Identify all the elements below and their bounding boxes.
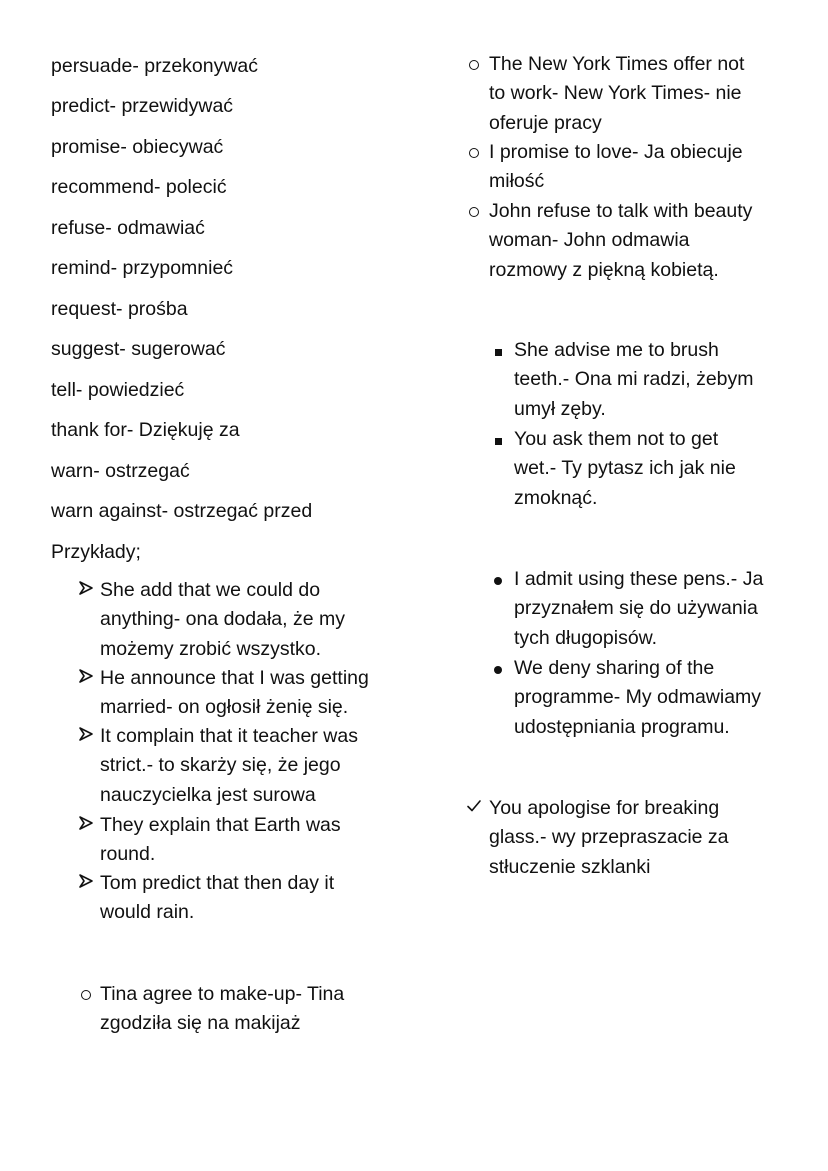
arrow-bullet-icon — [74, 664, 98, 693]
list-item-text: You apologise for breaking glass.- wy przepraszacie za stłuczenie szklanki — [489, 797, 729, 878]
list-item-text: It complain that it teacher was strict.- to skarży się, że jego nauczycielka jest surowa — [100, 725, 358, 806]
vocab-item: tell- powiedzieć — [51, 379, 185, 401]
circle-bullet-icon — [462, 197, 486, 226]
list-item-text: You ask them not to get wet.- Ty pytasz ich jak nie zmoknąć. — [514, 428, 736, 509]
vocab-item: suggest- sugerować — [51, 338, 226, 360]
examples-heading: Przykłady; — [51, 541, 141, 563]
list-item — [74, 811, 341, 870]
list-item — [462, 50, 744, 138]
dot-bullet-icon — [486, 565, 510, 594]
list-item — [486, 425, 736, 513]
vocab-item: predict- przewidywać — [51, 95, 234, 117]
check-bullet-icon — [462, 794, 486, 823]
list-item-text: Tina agree to make-up- Tina zgodziła się na makijaż — [100, 983, 345, 1035]
list-item-text: She add that we could do anything- ona dodała, że my możemy zrobić wszystko. — [100, 579, 345, 660]
list-item-text: John refuse to talk with beauty woman- John odmawia rozmowy z piękną kobietą. — [489, 200, 753, 281]
list-item — [74, 980, 344, 1039]
dot-bullet-icon — [486, 654, 510, 683]
vocab-item: request- prośba — [51, 298, 188, 320]
list-item-text: He announce that I was getting married- on ogłosił żenię się. — [100, 667, 369, 719]
arrow-bullet-icon — [74, 869, 98, 898]
vocab-item: thank for- Dziękuję za — [51, 419, 240, 441]
square-bullet-icon — [486, 336, 510, 365]
vocab-item: promise- obiecywać — [51, 136, 224, 158]
list-item — [486, 565, 763, 653]
list-item-text: They explain that Earth was round. — [100, 814, 341, 866]
list-item-text: We deny sharing of the programme- My odmawiamy udostępniania programu. — [514, 657, 762, 738]
square-bullet-icon — [486, 425, 510, 454]
arrow-bullet-icon — [74, 576, 98, 605]
list-item — [74, 869, 334, 928]
list-item-text: She advise me to brush teeth.- Ona mi radzi, żebym umył zęby. — [514, 339, 754, 420]
list-item-text: Tom predict that then day it would rain. — [100, 872, 335, 924]
vocab-item: persuade- przekonywać — [51, 55, 259, 77]
circle-bullet-icon — [462, 50, 486, 79]
list-item — [462, 138, 743, 197]
list-item-text: The New York Times offer not to work- New York Times- nie oferuje pracy — [489, 53, 745, 134]
list-item-text: I admit using these pens.- Ja przyznałem się do używania tych długopisów. — [514, 568, 764, 649]
list-item — [462, 197, 752, 285]
list-item — [486, 654, 761, 742]
vocab-item: recommend- polecić — [51, 176, 227, 198]
list-item — [486, 336, 754, 424]
arrow-bullet-icon — [74, 811, 98, 840]
vocab-item: warn- ostrzegać — [51, 460, 190, 482]
list-item — [74, 722, 358, 810]
vocab-item: warn against- ostrzegać przed — [51, 500, 313, 522]
list-item — [74, 664, 369, 723]
circle-bullet-icon — [74, 980, 98, 1009]
vocab-item: refuse- odmawiać — [51, 217, 205, 239]
vocab-item: remind- przypomnieć — [51, 257, 234, 279]
list-item-text: I promise to love- Ja obiecuje miłość — [489, 141, 743, 193]
arrow-bullet-icon — [74, 722, 98, 751]
circle-bullet-icon — [462, 138, 486, 167]
list-item — [74, 576, 345, 664]
list-item — [462, 794, 729, 882]
